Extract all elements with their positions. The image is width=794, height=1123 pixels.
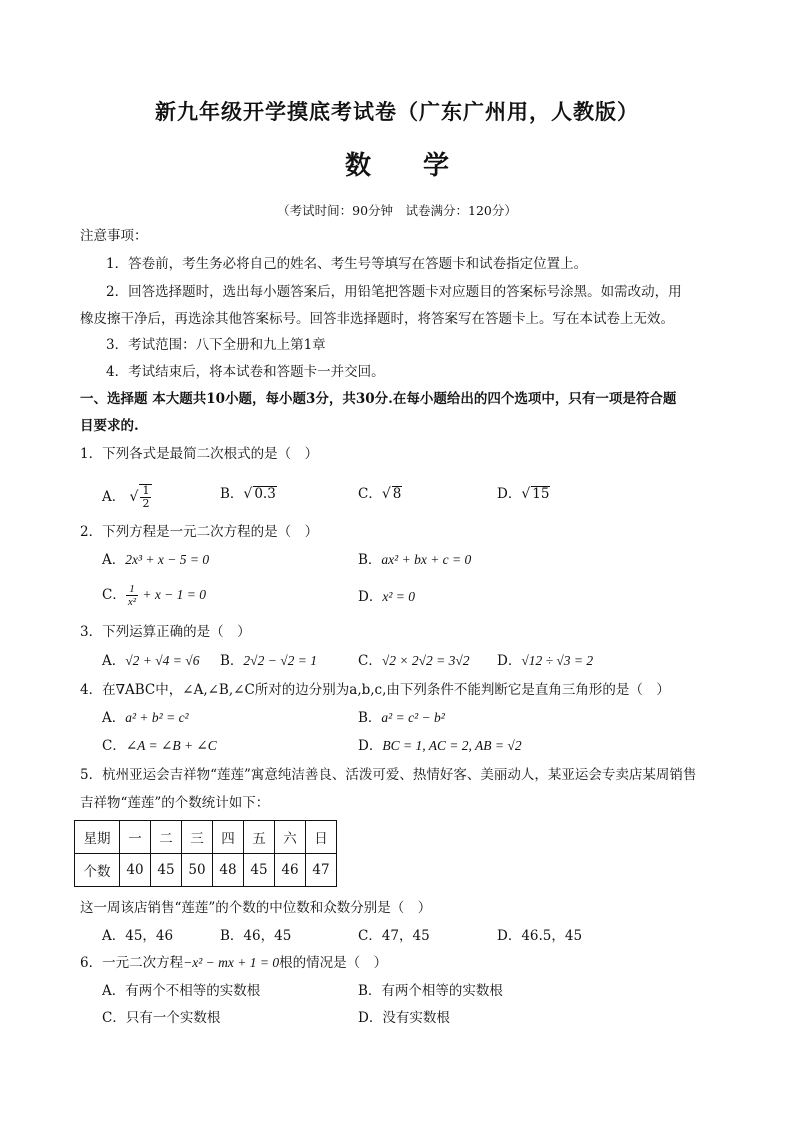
table-header-cell: 六 bbox=[275, 821, 306, 854]
q5-option-d: D．46.5，45 bbox=[497, 928, 583, 944]
notice-item-4: 4．考试结束后，将本试卷和答题卡一并交回。 bbox=[106, 364, 385, 380]
table-cell: 50 bbox=[182, 854, 213, 887]
q1-option-d: D．√ 15 bbox=[497, 486, 550, 502]
q1-option-b: B．√ 0.3 bbox=[220, 486, 276, 502]
sales-table bbox=[74, 820, 337, 887]
q5-option-c: C．47，45 bbox=[358, 928, 430, 944]
notice-heading: 注意事项： bbox=[80, 228, 148, 244]
q1-option-b-radicand: 0.3 bbox=[254, 486, 276, 502]
q1-option-a-fraction: $\frac{1}{2}$ bbox=[142, 484, 150, 510]
q6-option-d: D．没有实数根 bbox=[358, 1010, 450, 1026]
q1-option-c-label: C． bbox=[358, 486, 382, 502]
q1-option-c-radicand: 8 bbox=[392, 486, 402, 502]
q3-option-a-expr: √2 + √4 = √6 bbox=[125, 653, 200, 668]
q4-option-b-expr: a² = c² − b² bbox=[381, 710, 445, 725]
q5-option-b: B．46，45 bbox=[220, 928, 292, 944]
q1-option-b-label: B． bbox=[220, 486, 244, 502]
q4-option-d: D．BC = 1, AC = 2, AB = √2 bbox=[358, 738, 522, 754]
table-header-cell: 四 bbox=[213, 821, 244, 854]
table-header-cell: 一 bbox=[120, 821, 151, 854]
q2-option-d-expr: x² = 0 bbox=[382, 589, 415, 604]
subject-heading: 数学 bbox=[344, 151, 501, 181]
table-header-cell: 三 bbox=[182, 821, 213, 854]
q4-option-c: C．∠A = ∠B + ∠C bbox=[102, 738, 217, 754]
q5-option-a: A．45，46 bbox=[102, 928, 174, 944]
q3-option-b: B．2√2 − √2 = 1 bbox=[220, 653, 317, 669]
table-cell: 个数 bbox=[75, 854, 120, 887]
q6-stem: 6．一元二次方程−x² − mx + 1 = 0根的情况是（ ） bbox=[80, 955, 388, 971]
q3-option-a: A．√2 + √4 = √6 bbox=[102, 653, 200, 669]
q4-option-d-expr: BC = 1, AC = 2, AB = √2 bbox=[382, 738, 522, 753]
q6-expr: −x² − mx + 1 = 0 bbox=[183, 955, 280, 970]
q3-option-b-expr: 2√2 − √2 = 1 bbox=[243, 653, 317, 668]
q3-option-c-expr: √2 × 2√2 = 3√2 bbox=[381, 653, 470, 668]
table-cell: 47 bbox=[306, 854, 337, 887]
table-row bbox=[75, 821, 337, 854]
table-cell: 45 bbox=[151, 854, 182, 887]
q6-option-a: A．有两个不相等的实数根 bbox=[102, 983, 261, 999]
table-cell: 40 bbox=[120, 854, 151, 887]
exam-title: 新九年级开学摸底考试卷（广东广州用，人教版） bbox=[155, 99, 639, 124]
q3-option-d-expr: √12 ÷ √3 = 2 bbox=[521, 653, 594, 668]
q2-option-a: A．2x³ + x − 5 = 0 bbox=[102, 552, 210, 568]
table-header-cell: 五 bbox=[244, 821, 275, 854]
notice-item-3: 3．考试范围：八下全册和九上第1章 bbox=[106, 337, 326, 353]
q6-option-c: C．只有一个实数根 bbox=[102, 1010, 221, 1026]
q1-option-d-radicand: 15 bbox=[532, 486, 550, 502]
table-cell: 46 bbox=[275, 854, 306, 887]
q2-stem: 2．下列方程是一元二次方程的是（ ） bbox=[80, 524, 319, 540]
q5-stem: 5．杭州亚运会吉祥物“莲莲”寓意纯洁善良、活泼可爱、热情好客、美丽动人，某亚运会专卖店某周销售 bbox=[80, 767, 697, 783]
q4-option-a: A．a² + b² = c² bbox=[102, 710, 189, 726]
notice-item-2-cont: 橡皮擦干净后，再选涂其他答案标号。回答非选择题时，将答案写在答题卡上。写在本试卷上无效。 bbox=[80, 311, 674, 327]
notice-item-1: 1．答卷前，考生务必将自己的姓名、考生号等填写在答题卡和试卷指定位置上。 bbox=[106, 256, 588, 272]
table-header-cell: 二 bbox=[151, 821, 182, 854]
q2-option-b-expr: ax² + bx + c = 0 bbox=[381, 552, 472, 567]
notice-item-2: 2．回答选择题时，选出每小题答案后，用铅笔把答题卡对应题目的答案标号涂黑。如需改动，用 bbox=[106, 284, 682, 300]
q5-question: 这一周该店销售“莲莲”的个数的中位数和众数分别是（ ） bbox=[80, 900, 432, 916]
section-heading-cont: 目要求的. bbox=[80, 418, 139, 434]
q2-option-c-expr: + x − 1 = 0 bbox=[142, 587, 207, 602]
table-header-cell: 星期 bbox=[75, 821, 120, 854]
q1-option-a bbox=[102, 484, 152, 510]
q1-option-a-label: A． bbox=[102, 489, 126, 505]
q5-stem-cont: 吉祥物“莲莲”的个数统计如下： bbox=[80, 795, 270, 811]
q4-stem: 4．在∇ABC中，∠A,∠B,∠C所对的边分别为a,b,c,由下列条件不能判断它是直角三角形的是（ ） bbox=[80, 682, 670, 698]
q2-option-d: D．x² = 0 bbox=[358, 589, 415, 605]
q4-option-b: B．a² = c² − b² bbox=[358, 710, 445, 726]
q2-option-a-expr: 2x³ + x − 5 = 0 bbox=[125, 552, 210, 567]
q1-option-c: C．√ 8 bbox=[358, 486, 402, 502]
table-header-cell: 日 bbox=[306, 821, 337, 854]
q1-option-d-label: D． bbox=[497, 486, 522, 502]
q3-option-c: C．√2 × 2√2 = 3√2 bbox=[358, 653, 470, 669]
q3-stem: 3．下列运算正确的是（ ） bbox=[80, 624, 251, 640]
q4-option-a-expr: a² + b² = c² bbox=[125, 710, 189, 725]
q4-option-c-expr: ∠A = ∠B + ∠C bbox=[125, 738, 217, 753]
exam-info: （考试时间：90分钟 试卷满分：120分） bbox=[277, 203, 517, 218]
q6-option-b: B．有两个相等的实数根 bbox=[358, 983, 503, 999]
q2-option-c: C． $\frac{1}{\text{x²}}$ + x − 1 = 0 bbox=[102, 583, 207, 608]
sqrt-sign: √ bbox=[129, 489, 139, 505]
q2-option-c-fraction: $\frac{1}{\text{x²}}$ bbox=[127, 583, 137, 608]
table-row bbox=[75, 854, 337, 887]
q1-stem: 1．下列各式是最简二次根式的是（ ） bbox=[80, 446, 319, 462]
section-heading: 一、选择题 本大题共10小题，每小题3分，共30分.在每小题给出的四个选项中，只有一项是符合题 bbox=[80, 391, 677, 407]
table-cell: 45 bbox=[244, 854, 275, 887]
q3-option-d: D．√12 ÷ √3 = 2 bbox=[497, 653, 594, 669]
q2-option-b: B．ax² + bx + c = 0 bbox=[358, 552, 472, 568]
table-cell: 48 bbox=[213, 854, 244, 887]
